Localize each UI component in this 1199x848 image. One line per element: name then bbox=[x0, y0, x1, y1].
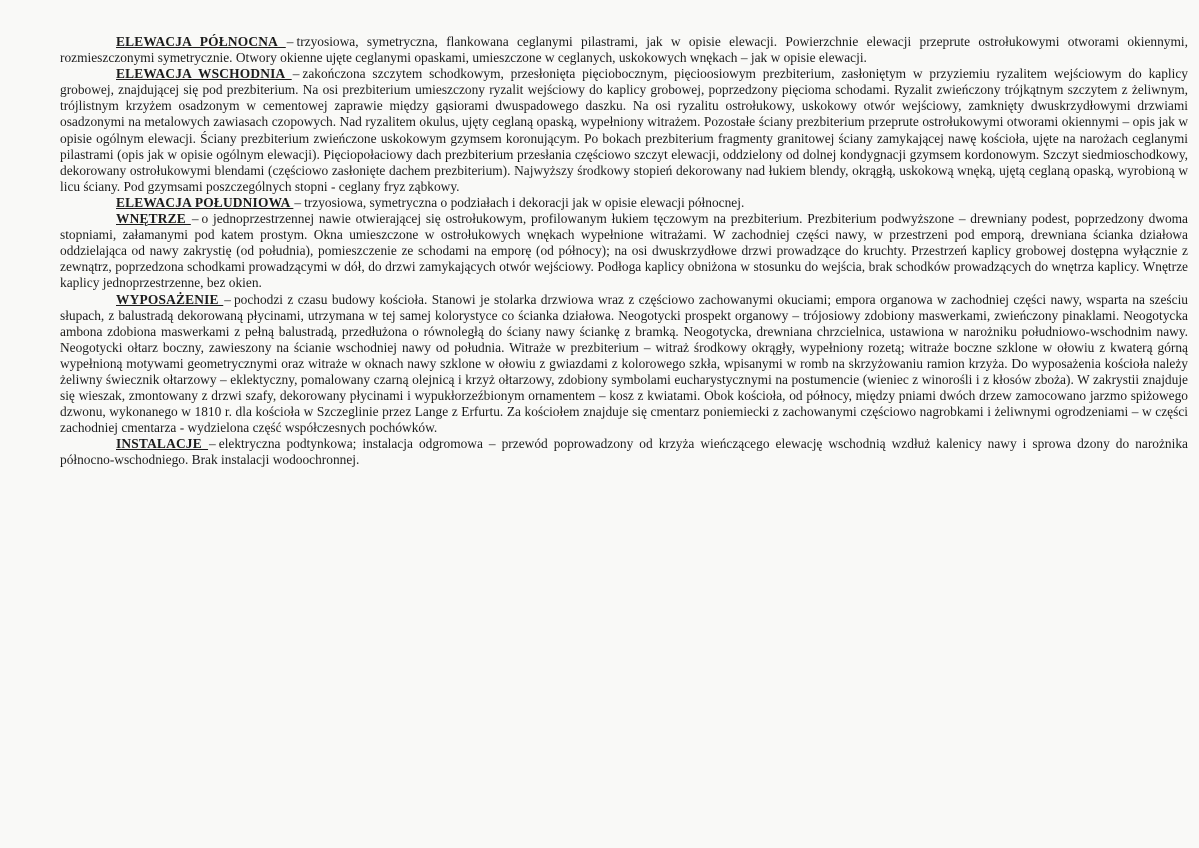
paragraph-text: zakończona szczytem schodkowym, przesłonięta pięciobocznym, pięcioosiowym prezbiterium, zasłoniętym w przyziemiu ryzalitem wejściowym do kaplicy grobowej, znajdującej się pod prezbiterium. Na osi prezbiterium umieszczony ryzalit wejściowy do kaplicy grobowej, poprzedzony pięcioma schodami. Ryzalit zwieńczony trójkątnym szczytem z żeliwnym, trójlistnym krzyżem osadzonym w cementowej zaprawie między gąsiorami dwuspadowego daszku. Na osi ryzalitu ostrołukowy, uskokowy otwór wejściowy, zamknięty dwuskrzydłowymi drzwiami osadzonymi na metalowych zawiasach czopowych. Nad ryzalitem okulus, ujęty ceglaną opaską, wypełniony witrażem. Pozostałe ściany prezbiterium przeprute ostrołukowymi otworami okiennymi – opis jak w opisie ogólnym elewacji. Ściany prezbiterium zwieńczone uskokowym gzymsem koronującym. Po bokach prezbiterium fragmenty granitowej ściany zamykającej nawę kościoła, ujęte na narożach ceglanymi pilastrami (opis jak w opisie ogólnym elewacji). Pięciopołaciowy dach prezbiterium przesłania częściowo szczyt elewacji, oddzielony od dolnej kondygnacji gzymsem kordonowym. Szczyt siedmioschodkowy, dekorowany ostrołukowymi blendami (częściowo zasłonięte dachem prezbiterium). Najwyższy środkowy stopień dekorowany nad łukiem blendy, okrągłą, uskokową wnęką, ujętą ceglaną opaską, wyrobioną w licu ściany. Pod gzymsami poszczególnych stopni - ceglany fryz ząbkowy. bbox=[60, 66, 1188, 194]
heading-separator: – bbox=[292, 66, 300, 82]
heading-separator: – bbox=[294, 194, 302, 210]
section-heading: ELEWACJA POŁUDNIOWA bbox=[116, 194, 294, 210]
heading-separator: – bbox=[191, 211, 199, 227]
paragraph-instalacje bbox=[60, 436, 1188, 468]
paragraph-wyposazenie bbox=[60, 292, 1188, 437]
paragraph-text: o jednoprzestrzennej nawie otwierającej się ostrołukowym, profilowanym łukiem tęczowym na prezbiterium. Prezbiterium podwyższone – drewniany podest, poprzedzony dwoma stopniami, załamanymi pod katem prostym. Okna umieszczone w ostrołukowych wnękach wypełnione witrażami. W zachodniej części nawy, w przestrzeni pod emporą, drewniana ścianka działowa oddzielająca od nawy zakrystię (od południa), pomieszczenie ze schodami na emporę (od północy); na osi dwuskrzydłowe drzwi prowadzące do kruchty. Przestrzeń kaplicy grobowej dostępna wyłącznie z zewnątrz, poprzedzona schodkami prowadzącymi w dół, do drzwi zamykających otwór wejściowy. Podłoga kaplicy obniżona w stosunku do wejścia, brak schodków prowadzących do wnętrza kaplicy. Wnętrze kaplicy jednoprzestrzenne, bez okien. bbox=[60, 211, 1188, 291]
paragraph-elewacja-polnocna bbox=[60, 34, 1188, 66]
paragraph-text: elektryczna podtynkowa; instalacja odgromowa – przewód poprowadzony od krzyża wieńczącego elewację wschodnią wzdłuż kalenicy nawy i sprowa dzony do narożnika północno-wschodniego. Brak instalacji wodoochronnej. bbox=[60, 436, 1188, 468]
section-heading: WYPOSAŻENIE bbox=[116, 291, 224, 307]
heading-separator: – bbox=[224, 291, 231, 307]
heading-separator: – bbox=[286, 34, 294, 49]
section-heading: ELEWACJA WSCHODNIA bbox=[116, 66, 292, 82]
section-heading: WNĘTRZE bbox=[116, 211, 191, 227]
paragraph-text: trzyosiowa, symetryczna, flankowana ceglanymi pilastrami, jak w opisie elewacji. Powierzchnie elewacji przeprute ostrołukowymi otworami okiennymi, rozmieszczonymi symetrycznie. Otwory okienne ujęte ceglanymi opaskami, umieszczone w ceglanych, uskokowych wnękach – jak w opisie elewacji. bbox=[60, 34, 1188, 66]
paragraph-text: trzyosiowa, symetryczna o podziałach i dekoracji jak w opisie elewacji północnej. bbox=[304, 194, 745, 210]
paragraph-wnetrze bbox=[60, 211, 1188, 291]
paragraph-text: pochodzi z czasu budowy kościoła. Stanowi je stolarka drzwiowa wraz z częściowo zachowanymi okuciami; empora organowa w zachodniej części nawy, wsparta na sześciu słupach, z balustradą dekorowaną płycinami, utrzymana w tej samej kolorystyce co ścianka działowa. Neogotycki prospekt organowy – trójosiowy zdobiony maswerkami, zwieńczony pinaklami. Neogotycka ambona zdobiona maswerkami z pełną balustradą, przedłużona o równoległą do ściany nawy ściankę z bramką. Neogotycka, drewniana chrzcielnica, ustawiona w narożniku południowo-wschodnim nawy. Neogotycki ołtarz boczny, zawieszony na ścianie wschodniej nawy od południa. Witraże w prezbiterium – witraż środkowy okrągły, wypełniony rozetą; witraże boczne szklone w ołowiu z kwaterą górną wypełnioną motywami geometrycznymi oraz witraże w oknach nawy szklone w ołowiu z gwiazdami z kolorowego szkła, wpisanymi w romb na skrzyżowaniu ramion krzyża. Do wyposażenia kościoła należy żeliwny świecznik ołtarzowy – eklektyczny, pomalowany czarną olejnicą i krzyż ołtarzowy, zdobiony symbolami eucharystycznymi na postumencie (wieniec z winorośli i z kłosów zboża). W zakrystii znajduje się wieszak, zmontowany z drzwi szafy, dekorowany płycinami i wypukłorzeźbionym ornamentem – kosz z kwiatami. Obok kościoła, od północy, między pniami dwóch drzew zamocowano jarzmo spiżowego dzwonu, wykonanego w 1810 r. dla kościoła w Szczeglinie przez Lange z Erfurtu. Za kościołem znajduje się cmentarz poniemiecki z zachowanymi częściowo nagrobkami i żeliwnymi ogrodzeniami – w części zachodniej cmentarza - wydzielona część współczesnych pochówków. bbox=[60, 291, 1188, 436]
heading-separator: – bbox=[209, 436, 216, 452]
paragraph-elewacja-poludniowa bbox=[60, 195, 1188, 211]
section-heading: INSTALACJE bbox=[116, 436, 209, 452]
paragraph-elewacja-wschodnia bbox=[60, 66, 1188, 195]
section-heading: ELEWACJA PÓŁNOCNA bbox=[116, 34, 286, 49]
document-body bbox=[60, 34, 1188, 469]
